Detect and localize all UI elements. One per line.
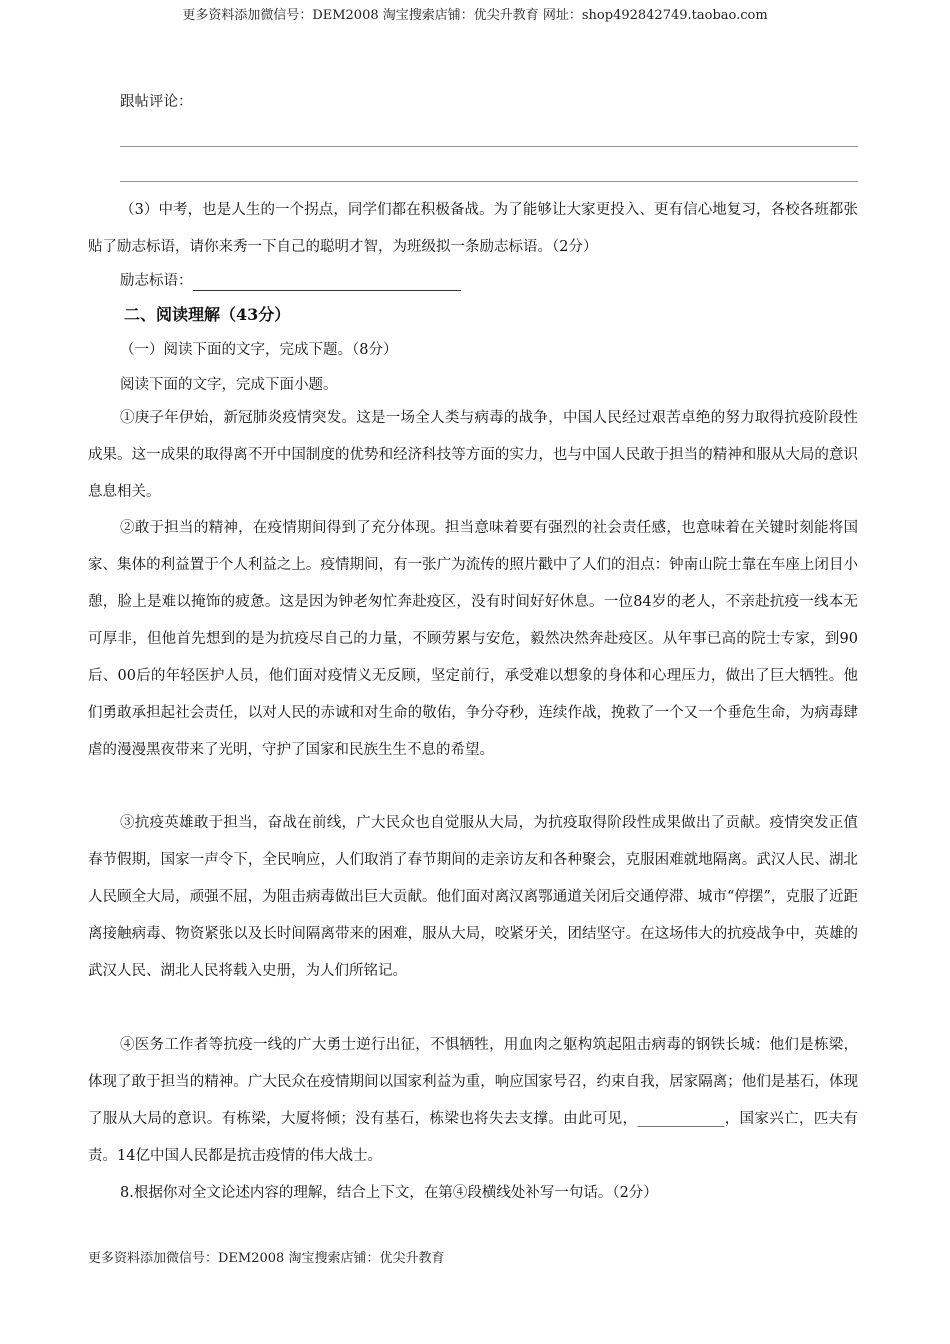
- slogan-row: [120, 271, 461, 291]
- answer-line-1: [120, 146, 858, 147]
- answer-line-2: [120, 181, 858, 182]
- paragraph-1: ①庚子年伊始，新冠肺炎疫情突发。这是一场全人类与病毒的战争，中国人民经过艰苦卓绝的努力取得抗疫阶段性成果。这一成果的取得离不开中国制度的优势和经济科技等方面的实力，也与中国人民敢于担当的精神和服从大局的意识息息相关。: [88, 410, 858, 500]
- slogan-answer-blank: [193, 274, 461, 291]
- follow-comment-label: 跟帖评论：: [120, 94, 193, 110]
- part-1-instruction: 阅读下面的文字，完成下面小题。: [120, 377, 338, 393]
- page-header: 更多资料添加微信号：DEM2008 淘宝搜索店铺：优尖升教育 网址：shop492842749.taobao.com: [182, 8, 768, 23]
- paragraph-4: ④医务工作者等抗疫一线的广大勇士逆行出征，不惧牺牲，用血肉之躯构筑起阻击病毒的钢铁长城：他们是栋梁，体现了敢于担当的精神。广大民众在疫情期间以国家利益为重，响应国家号召，约束自我，居家隔离；他们是基石，体现了服从大局的意识。有栋梁，大厦将倾；没有基石，栋梁也将失去支撑。由此可见，____________，国家兴亡，匹夫有责。14亿中国人民都是抗击疫情的伟大战士。: [88, 1037, 858, 1164]
- section-2-title: 二、阅读理解（43分）: [124, 305, 291, 324]
- part-1-title: （一）阅读下面的文字，完成下题。（8分）: [120, 342, 398, 358]
- question-3-text: （3）中考，也是人生的一个拐点，同学们都在积极备战。为了能够让大家更投入、更有信心地复习，各校各班都张贴了励志标语，请你来秀一下自己的聪明才智，为班级拟一条励志标语。（2分）: [88, 202, 858, 255]
- page-footer: 更多资料添加微信号：DEM2008 淘宝搜索店铺：优尖升教育: [88, 1251, 445, 1266]
- paragraph-3: ③抗疫英雄敢于担当，奋战在前线，广大民众也自觉服从大局，为抗疫取得阶段性成果做出了贡献。疫情突发正值春节假期，国家一声令下，全民响应，人们取消了春节期间的走亲访友和各种聚会，克服困难就地隔离。武汉人民、湖北人民顾全大局，顽强不屈，为阻击病毒做出巨大贡献。他们面对离汉离鄂通道关闭后交通停滞、城市“停摆”，克服了近距离接触病毒、物资紧张以及长时间隔离带来的困难，服从大局，咬紧牙关，团结坚守。在这场伟大的抗疫战争中，英雄的武汉人民、湖北人民将载入史册，为人们所铭记。: [88, 815, 858, 979]
- question-8: 8.根据你对全文论述内容的理解，结合上下文，在第④段横线处补写一句话。（2分）: [120, 1185, 658, 1201]
- slogan-label: 励志标语：: [120, 273, 193, 289]
- paragraph-2: ②敢于担当的精神，在疫情期间得到了充分体现。担当意味着要有强烈的社会责任感，也意味着在关键时刻能将国家、集体的利益置于个人利益之上。疫情期间，有一张广为流传的照片戳中了人们的泪点：钟南山院士靠在车座上闭目小憩，脸上是难以掩饰的疲惫。这是因为钟老匆忙奔赴疫区，没有时间好好休息。一位84岁的老人，不亲赴抗疫一线本无可厚非，但他首先想到的是为抗疫尽自己的力量，不顾劳累与安危，毅然决然奔赴疫区。从年事已高的院士专家，到90后、00后的年轻医护人员，他们面对疫情义无反顾，坚定前行，承受难以想象的身体和心理压力，做出了巨大牺牲。他们勇敢承担起社会责任，以对人民的赤诚和对生命的敬佑，争分夺秒，连续作战，挽救了一个又一个垂危生命，为病毒肆虐的漫漫黑夜带来了光明，守护了国家和民族生生不息的希望。: [88, 520, 858, 758]
